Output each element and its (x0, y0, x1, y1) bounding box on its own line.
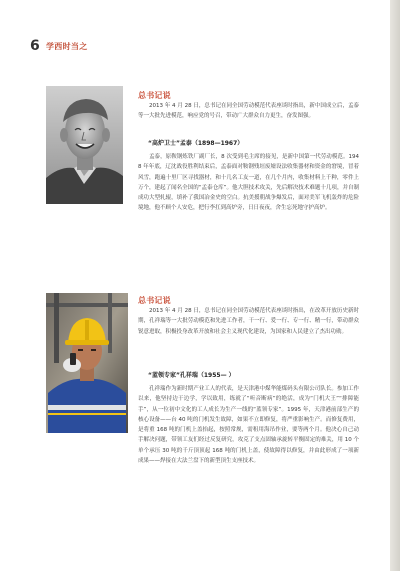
section-heading-1: 总书记说 (138, 91, 171, 100)
bio-paragraph-2: 孔祥瑞作为新时期产业工人的代表，是天津港中煤华能煤码头有限公司队长。参加工作以来，他坚持边干边学，学以致用，练就了“听音断病”的绝活，成为“门机大王”“排障能手”，从一位初中文化的工人成长为生产一线的“蓝领专家”。1995 年，天津港前部生产的核心设备——台 40 吨的门机发生故障，如果不立即修复，将严重影响生产。而修复费用，是将重 168 吨的门机上盖抬起，按照常规，需租用海吊作业，要等两个月。他决心自己动手解决问题，带领工友们经过反复研究，攻克了支点固轴承旋转平衡固定的难关，用 10 个单个承压 30 吨的千斤顶顶起 168 吨的门机上盖，使故障得以修复，并由此形成了一项新成果——焊接在大法兰盘下的新型顶生支座技术。 (138, 386, 359, 465)
quote-paragraph-1: 2013 年 4 月 28 日，总书记在同全国劳动模范代表座谈时指出，新中国成立后，孟泰等一大批先进模范，响应党的号召，带动广大群众自力更生，奋发图强。 (138, 103, 359, 120)
running-title: 学西时当之 (46, 42, 88, 51)
page-edge (390, 0, 400, 571)
quote-paragraph-2: 2013 年 4 月 28 日，总书记在同全国劳动模范代表座谈时指出，在改革开放历史新时期，孔祥瑞等一大批劳动模范和先进工作者，干一行、爱一行、专一行、精一行，带动群众锐意进取，积极投身改革开放和社会主义现代化建设，为国家和人民建立了杰出功勋。 (138, 308, 359, 335)
figure-subtitle-1: “高炉卫士”孟泰（1898—1967） (148, 140, 244, 147)
figure-subtitle-2: “蓝领专家”孔祥瑞（1955— ） (148, 372, 235, 379)
section-heading-2: 总书记说 (138, 296, 171, 305)
portrait-photo-mengtai (46, 86, 123, 204)
portrait-photo-kongxiangrui (46, 293, 128, 433)
portrait-helmet-worker-icon (46, 293, 128, 433)
portrait-elder-worker-icon (46, 86, 123, 204)
bio-paragraph-1: 孟泰，原鞍钢炼铁厂副厂长，8 次受到毛主席的接见，是新中国第一代劳动模范。1948 年年底，辽沈战役胜利结束后，孟泰面对鞍钢残垣废墟设法收集器材和资金的窘境，冒着风雪，跑遍十里厂区寻找器材，和十几名工友一道，在几个月内，收集材料上千种，零件上万个，建起了闻名全国的“孟泰仓库”。他大胆技术攻关，先后解决技术难题十几项，并自制成功大型轧辊，填补了我国冶金史的空白。抗美援朝战争爆发后，面对美军飞机轰炸的危险境地，他不顾个人安危，把行李扛到高炉旁，日日夜夜，舍生忘死地守护高炉。 (138, 154, 359, 212)
page-number: 6 (30, 38, 40, 54)
